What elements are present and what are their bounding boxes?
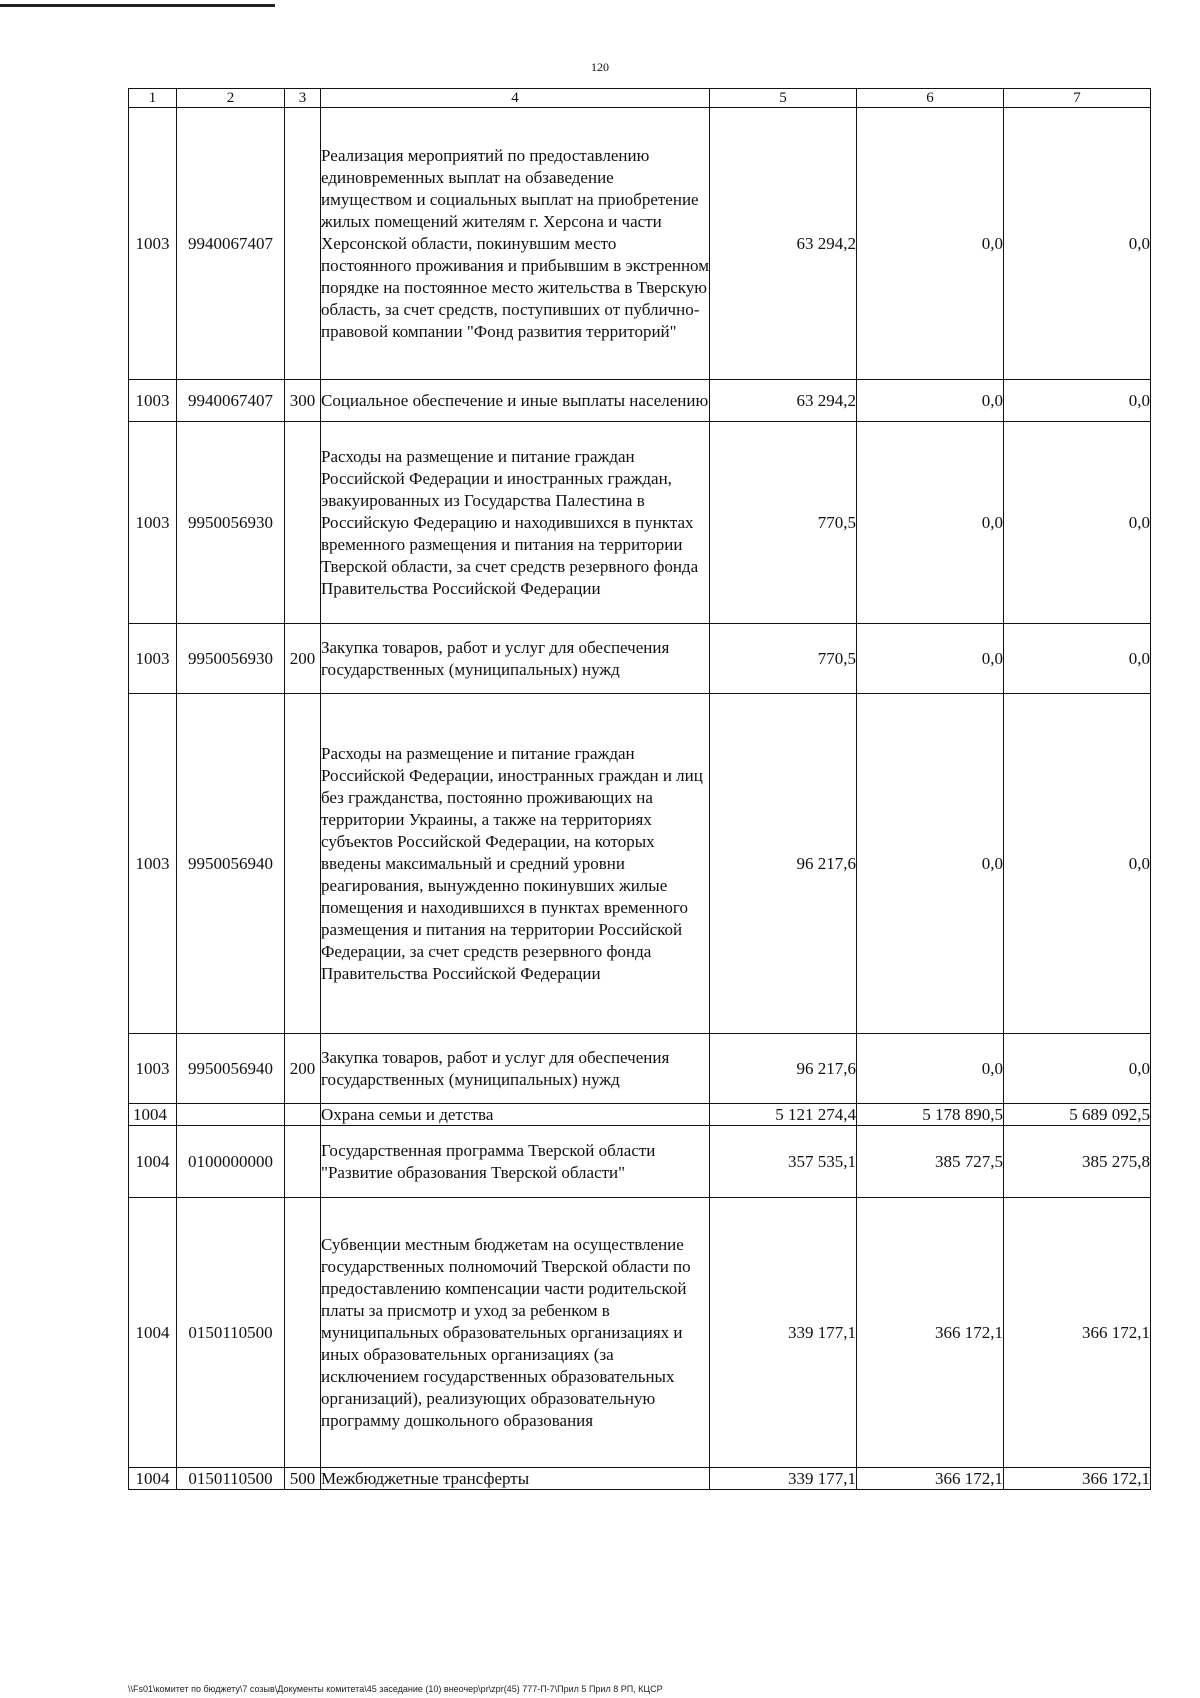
amount-year-2: 0,0 — [857, 1034, 1004, 1104]
header-col-1: 1 — [129, 89, 177, 108]
page-number: 120 — [591, 60, 609, 74]
amount-year-2: 366 172,1 — [857, 1468, 1004, 1490]
item-name: Закупка товаров, работ и услуг для обеспечения государственных (муниципальных) нужд — [321, 1034, 710, 1104]
section-code: 1003 — [129, 422, 177, 624]
section-code: 1003 — [129, 624, 177, 694]
table-row — [129, 422, 1151, 624]
header-col-7: 7 — [1004, 89, 1151, 108]
footer-file-path: \\Fs01\комитет по бюджету\7 созыв\Документы комитета\45 заседание (10) внеочер\pr\zpr(45) 777-П-7\Прил 5 Прил 8 РП, КЦСР — [128, 1684, 663, 1694]
amount-year-1: 339 177,1 — [710, 1198, 857, 1468]
expense-type: 200 — [285, 624, 321, 694]
item-name: Охрана семьи и детства — [321, 1104, 710, 1126]
target-code — [177, 1104, 285, 1126]
amount-year-1: 96 217,6 — [710, 694, 857, 1034]
target-code: 9950056930 — [177, 624, 285, 694]
item-name: Субвенции местным бюджетам на осуществление государственных полномочий Тверской области по предоставлению компенсации части родительской платы за присмотр и уход за ребенком в муниципальных образовательных организациях и иных образовательных организациях (за исключением государственных образовательных организаций), реализующих образовательную программу дошкольного образования — [321, 1198, 710, 1468]
amount-year-2: 0,0 — [857, 624, 1004, 694]
table-row — [129, 1198, 1151, 1468]
amount-year-3: 366 172,1 — [1004, 1468, 1151, 1490]
target-code: 0150110500 — [177, 1198, 285, 1468]
target-code: 0150110500 — [177, 1468, 285, 1490]
amount-year-1: 96 217,6 — [710, 1034, 857, 1104]
amount-year-1: 5 121 274,4 — [710, 1104, 857, 1126]
section-code: 1004 — [129, 1198, 177, 1468]
expense-type — [285, 1104, 321, 1126]
top-rule — [0, 4, 275, 7]
item-name: Государственная программа Тверской области "Развитие образования Тверской области" — [321, 1126, 710, 1198]
amount-year-3: 0,0 — [1004, 422, 1151, 624]
expense-type — [285, 1198, 321, 1468]
table-row — [129, 1468, 1151, 1490]
amount-year-1: 357 535,1 — [710, 1126, 857, 1198]
amount-year-1: 63 294,2 — [710, 108, 857, 380]
item-name: Реализация мероприятий по предоставлению единовременных выплат на обзаведение имуществом и социальных выплат на приобретение жилых помещений жителям г. Херсона и части Херсонской области, покинувшим место постоянного проживания и прибывшим в экстренном порядке на постоянное место жительства в Тверскую область, за счет средств, поступивших от публично-правовой компании "Фонд развития территорий" — [321, 108, 710, 380]
target-code: 9940067407 — [177, 380, 285, 422]
section-code: 1004 — [129, 1104, 177, 1126]
amount-year-2: 0,0 — [857, 108, 1004, 380]
table-row — [129, 380, 1151, 422]
section-code: 1003 — [129, 380, 177, 422]
amount-year-2: 366 172,1 — [857, 1198, 1004, 1468]
expense-type — [285, 108, 321, 380]
section-code: 1003 — [129, 1034, 177, 1104]
amount-year-2: 0,0 — [857, 422, 1004, 624]
section-code: 1004 — [129, 1126, 177, 1198]
header-col-3: 3 — [285, 89, 321, 108]
expense-type: 500 — [285, 1468, 321, 1490]
table-row — [129, 624, 1151, 694]
amount-year-1: 770,5 — [710, 422, 857, 624]
table-row — [129, 1104, 1151, 1126]
section-code: 1004 — [129, 1468, 177, 1490]
amount-year-3: 0,0 — [1004, 380, 1151, 422]
table-row — [129, 1034, 1151, 1104]
amount-year-3: 0,0 — [1004, 108, 1151, 380]
target-code: 0100000000 — [177, 1126, 285, 1198]
header-col-6: 6 — [857, 89, 1004, 108]
item-name: Межбюджетные трансферты — [321, 1468, 710, 1490]
amount-year-1: 770,5 — [710, 624, 857, 694]
amount-year-1: 63 294,2 — [710, 380, 857, 422]
table-row — [129, 108, 1151, 380]
amount-year-3: 0,0 — [1004, 624, 1151, 694]
amount-year-3: 0,0 — [1004, 694, 1151, 1034]
amount-year-1: 339 177,1 — [710, 1468, 857, 1490]
item-name: Социальное обеспечение и иные выплаты населению — [321, 380, 710, 422]
table-row — [129, 1126, 1151, 1198]
amount-year-2: 5 178 890,5 — [857, 1104, 1004, 1126]
target-code: 9950056940 — [177, 1034, 285, 1104]
amount-year-3: 5 689 092,5 — [1004, 1104, 1151, 1126]
item-name: Закупка товаров, работ и услуг для обеспечения государственных (муниципальных) нужд — [321, 624, 710, 694]
expense-type — [285, 694, 321, 1034]
table-row — [129, 694, 1151, 1034]
amount-year-3: 385 275,8 — [1004, 1126, 1151, 1198]
amount-year-2: 385 727,5 — [857, 1126, 1004, 1198]
budget-table — [128, 88, 1151, 1490]
amount-year-3: 0,0 — [1004, 1034, 1151, 1104]
header-col-2: 2 — [177, 89, 285, 108]
expense-type — [285, 1126, 321, 1198]
target-code: 9950056940 — [177, 694, 285, 1034]
target-code: 9940067407 — [177, 108, 285, 380]
section-code: 1003 — [129, 108, 177, 380]
expense-type: 300 — [285, 380, 321, 422]
header-col-5: 5 — [710, 89, 857, 108]
expense-type: 200 — [285, 1034, 321, 1104]
target-code: 9950056930 — [177, 422, 285, 624]
amount-year-2: 0,0 — [857, 694, 1004, 1034]
header-col-4: 4 — [321, 89, 710, 108]
amount-year-2: 0,0 — [857, 380, 1004, 422]
expense-type — [285, 422, 321, 624]
item-name: Расходы на размещение и питание граждан Российской Федерации, иностранных граждан и лиц без гражданства, постоянно проживающих на территории Украины, а также на территориях субъектов Российской Федерации, на которых введены максимальный и средний уровни реагирования, вынужденно покинувших жилые помещения и находившихся в пунктах временного размещения и питания на территории Российской Федерации, за счет средств резервного фонда Правительства Российской Федерации — [321, 694, 710, 1034]
amount-year-3: 366 172,1 — [1004, 1198, 1151, 1468]
header-row — [129, 89, 1151, 108]
section-code: 1003 — [129, 694, 177, 1034]
item-name: Расходы на размещение и питание граждан Российской Федерации и иностранных граждан, эвакуированных из Государства Палестина в Российскую Федерацию и находившихся в пунктах временного размещения и питания на территории Тверской области, за счет средств резервного фонда Правительства Российской Федерации — [321, 422, 710, 624]
